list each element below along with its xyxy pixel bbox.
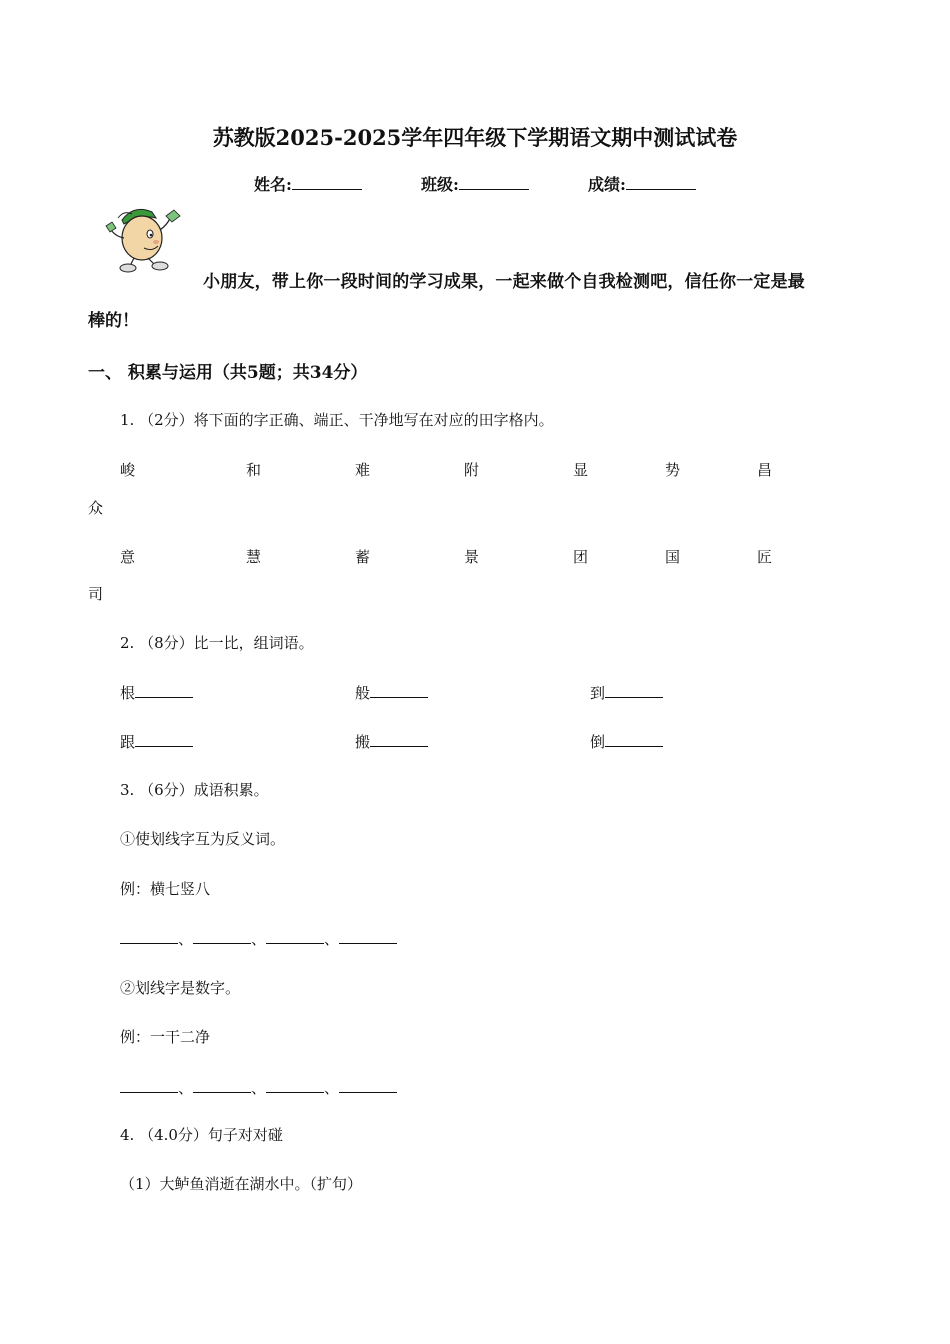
q2-item	[590, 682, 663, 703]
separator: 、	[324, 1079, 340, 1097]
q2-char: 般	[355, 684, 371, 702]
answer-blank[interactable]	[266, 1082, 324, 1093]
q2-item	[120, 731, 193, 752]
q3-example-1: 例：横七竖八	[120, 880, 211, 898]
name-blank[interactable]	[292, 175, 362, 190]
answer-blank[interactable]	[266, 933, 324, 944]
q1-char: 显	[573, 461, 589, 479]
q2-char: 跟	[120, 733, 136, 751]
q3-part-1: ①使划线字互为反义词。	[120, 830, 286, 848]
q2-char: 根	[120, 684, 136, 702]
score-label: 成绩:	[588, 175, 626, 194]
intro-line-2: 棒的！	[88, 311, 139, 331]
q2-char: 到	[590, 684, 606, 702]
q2-char: 倒	[590, 733, 606, 751]
q1-char: 意	[120, 548, 136, 566]
q1-char: 和	[246, 461, 262, 479]
class-blank[interactable]	[459, 175, 529, 190]
class-label: 班级:	[421, 175, 459, 194]
q3-answer-row-2	[120, 1077, 397, 1098]
q1-char: 国	[665, 548, 681, 566]
q1-char: 附	[464, 461, 480, 479]
name-label: 姓名:	[254, 175, 292, 194]
page-title: 苏教版2025-2025学年四年级下学期语文期中测试试卷	[212, 125, 738, 150]
answer-blank[interactable]	[135, 685, 193, 698]
q1-char: 慧	[246, 548, 262, 566]
separator: 、	[178, 1079, 194, 1097]
question-3-prompt: 3. （6分）成语积累。	[120, 781, 269, 799]
class-field	[421, 172, 529, 195]
score-blank[interactable]	[626, 175, 696, 190]
question-4-prompt: 4. （4.0分）句子对对碰	[120, 1126, 283, 1144]
q3-answer-row-1	[120, 928, 397, 949]
q4-sub-1: （1）大鲈鱼消逝在湖水中。（扩句）	[120, 1175, 363, 1193]
answer-blank[interactable]	[120, 933, 178, 944]
answer-blank[interactable]	[605, 734, 663, 747]
q1-char: 峻	[120, 461, 136, 479]
question-2-prompt: 2. （8分）比一比，组词语。	[120, 634, 314, 652]
q2-item	[355, 682, 428, 703]
q2-item	[590, 731, 663, 752]
q2-item	[355, 731, 428, 752]
answer-blank[interactable]	[120, 1082, 178, 1093]
answer-blank[interactable]	[135, 734, 193, 747]
separator: 、	[324, 930, 340, 948]
mascot-illustration	[104, 200, 188, 274]
q1-char: 景	[464, 548, 480, 566]
q3-example-2: 例：一干二净	[120, 1028, 211, 1046]
intro-line-1: 小朋友，带上你一段时间的学习成果，一起来做个自我检测吧，信任你一定是最	[203, 272, 805, 292]
answer-blank[interactable]	[605, 685, 663, 698]
name-field	[254, 172, 362, 195]
q2-char: 搬	[355, 733, 371, 751]
q1-char: 团	[573, 548, 589, 566]
q3-part-2: ②划线字是数字。	[120, 979, 241, 997]
q2-item	[120, 682, 193, 703]
answer-blank[interactable]	[339, 1082, 397, 1093]
answer-blank[interactable]	[339, 933, 397, 944]
separator: 、	[178, 930, 194, 948]
q1-char: 蓄	[355, 548, 371, 566]
separator: 、	[251, 930, 267, 948]
answer-blank[interactable]	[370, 685, 428, 698]
q1-char: 昌	[757, 461, 773, 479]
question-1-prompt: 1. （2分）将下面的字正确、端正、干净地写在对应的田字格内。	[120, 411, 554, 429]
answer-blank[interactable]	[193, 933, 251, 944]
section-heading: 一、 积累与运用（共5题；共34分）	[88, 363, 368, 383]
q1-char: 匠	[757, 548, 773, 566]
q1-char: 司	[88, 585, 104, 603]
score-field	[588, 172, 696, 195]
q1-char: 难	[355, 461, 371, 479]
q1-char: 势	[665, 461, 681, 479]
answer-blank[interactable]	[370, 734, 428, 747]
answer-blank[interactable]	[193, 1082, 251, 1093]
q1-char: 众	[88, 499, 104, 517]
separator: 、	[251, 1079, 267, 1097]
